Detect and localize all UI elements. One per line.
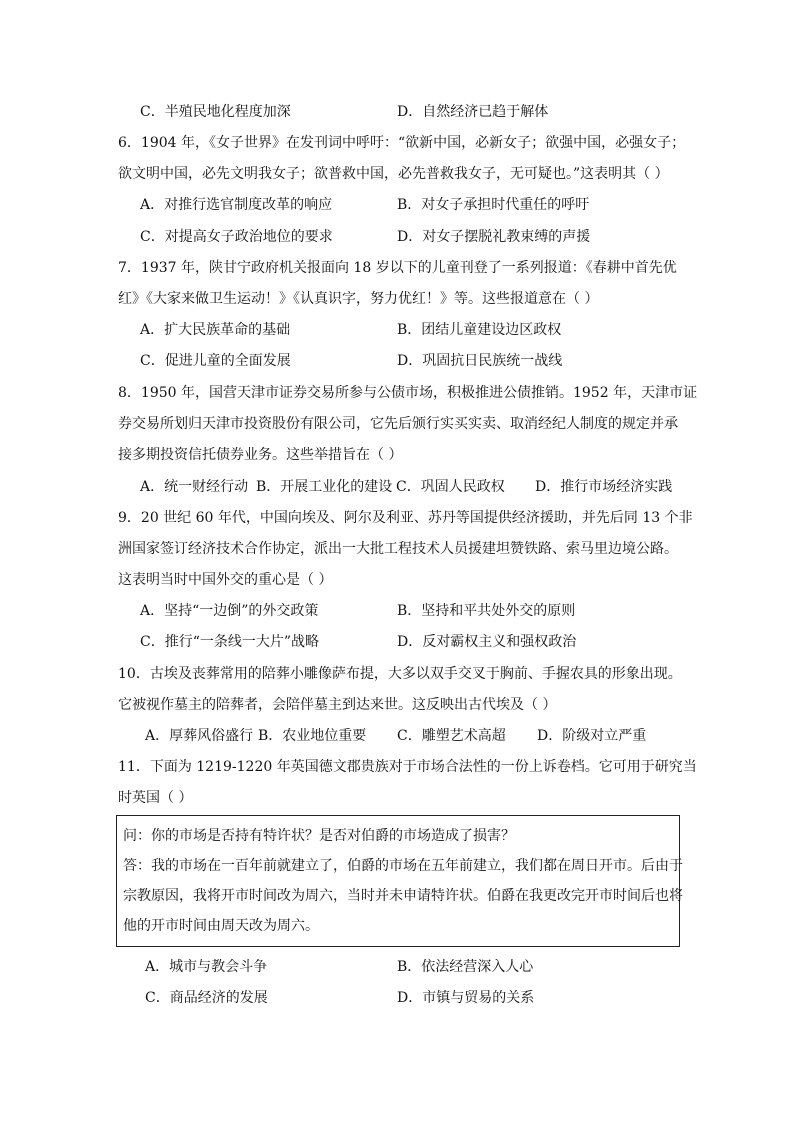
option-b: B．对女子承担时代重任的呼吁 — [397, 197, 590, 213]
question-9-stem-line-3: 这表明当时中国外交的重心是（ ） — [118, 572, 333, 588]
question-9-stem-line-1: 9．20 世纪 60 年代，中国向埃及、阿尔及利亚、苏丹等国提供经济援助，并先后同 13 个非 — [118, 510, 693, 526]
option-c: C．推行“一条线一大片”战略 — [140, 634, 320, 650]
option-b: B．依法经营深入人心 — [397, 959, 534, 975]
option-c: C．商品经济的发展 — [145, 990, 268, 1006]
option-b: B．团结儿童建设边区政权 — [397, 322, 562, 338]
option-b: B．农业地位重要 — [258, 728, 367, 744]
option-c: C．雕塑艺术高超 — [397, 728, 506, 744]
question-10-stem-line-1: 10．古埃及丧葬常用的陪葬小雕像萨布提，大多以双手交叉于胸前、手握农具的形象出现。 — [118, 666, 682, 682]
question-7-stem-line-2: 红》《大家来做卫生运动！》《认真识字，努力优红！》等。这些报道意在（ ） — [118, 291, 599, 307]
option-a: A．厚葬风俗盛行 — [145, 728, 254, 744]
option-c: C．半殖民地化程度加深 — [140, 104, 291, 120]
option-d: D．市镇与贸易的关系 — [397, 990, 535, 1006]
question-10-stem-line-2: 它被视作墓主的陪葬者，会陪伴墓主到达来世。这反映出古代埃及（ ） — [118, 697, 557, 713]
question-8-stem-line-1: 8．1950 年，国营天津市证券交易所参与公债市场，积极推进公债推销。1952 年，天津市证 — [118, 385, 698, 401]
option-c: C．对提高女子政治地位的要求 — [140, 229, 333, 245]
question-7-stem-line-1: 7．1937 年，陕甘宁政府机关报面向 18 岁以下的儿童刊登了一系列报道：《春耕中首先优 — [118, 260, 677, 276]
option-c: C．促进儿童的全面发展 — [140, 353, 291, 369]
option-a: A．扩大民族革命的基础 — [140, 322, 291, 338]
question-8-stem-line-2: 券交易所划归天津市投资股份有限公司，它先后颁行实买实卖、取消经纪人制度的规定并承 — [118, 416, 678, 432]
option-a: A．对推行选官制度改革的响应 — [140, 197, 333, 213]
option-b: B．开展工业化的建设 — [256, 479, 393, 495]
option-d: D．自然经济已趋于解体 — [397, 104, 549, 120]
question-11-stem-line-1: 11．下面为 1219-1220 年英国德文郡贵族对于市场合法性的一份上诉卷档。它可用于研究当 — [118, 759, 697, 775]
source-answer-line-1: 答：我的市场在一百年前就建立了，伯爵的市场在五年前建立，我们都在周日开市。后由于 — [123, 858, 683, 874]
option-d: D．推行市场经济实践 — [535, 479, 673, 495]
source-question-text: 问：你的市场是否持有特许状？是否对伯爵的市场造成了损害？ — [123, 828, 515, 844]
question-6-stem-line-2: 欲文明中国，必先文明我女子；欲普救中国，必先普救我女子，无可疑也。”这表明其（ ） — [118, 166, 669, 182]
option-a: A．坚持“一边倒”的外交政策 — [140, 603, 319, 619]
source-answer-line-3: 他的开市时间由周天改为周六。 — [123, 918, 319, 934]
option-d: D．反对霸权主义和强权政治 — [397, 634, 577, 650]
option-a: A．城市与教会斗争 — [145, 959, 268, 975]
question-6-stem-line-1: 6．1904 年，《女子世界》在发刊词中呼吁：“欲新中国，必新女子；欲强中国，必强女子； — [118, 135, 686, 151]
source-answer-line-2: 宗教原因，我将开市时间改为周六，当时并未申请特许状。伯爵在我更改完开市时间后也将 — [123, 888, 683, 904]
option-d: D．阶级对立严重 — [537, 728, 647, 744]
question-9-stem-line-2: 洲国家签订经济技术合作协定，派出一大批工程技术人员援建坦赞铁路、索马里边境公路。 — [118, 541, 678, 557]
option-d: D．巩固抗日民族统一战线 — [397, 353, 563, 369]
option-b: B．坚持和平共处外交的原则 — [397, 603, 576, 619]
option-a: A．统一财经行动 — [140, 479, 249, 495]
source-material-box — [116, 815, 683, 947]
option-c: C．巩固人民政权 — [396, 479, 505, 495]
option-d: D．对女子摆脱礼教束缚的声援 — [397, 229, 591, 245]
question-11-stem-line-2: 时英国（ ） — [118, 790, 193, 806]
question-8-stem-line-3: 接多期投资信托债券业务。这些举措旨在（ ） — [118, 447, 403, 463]
